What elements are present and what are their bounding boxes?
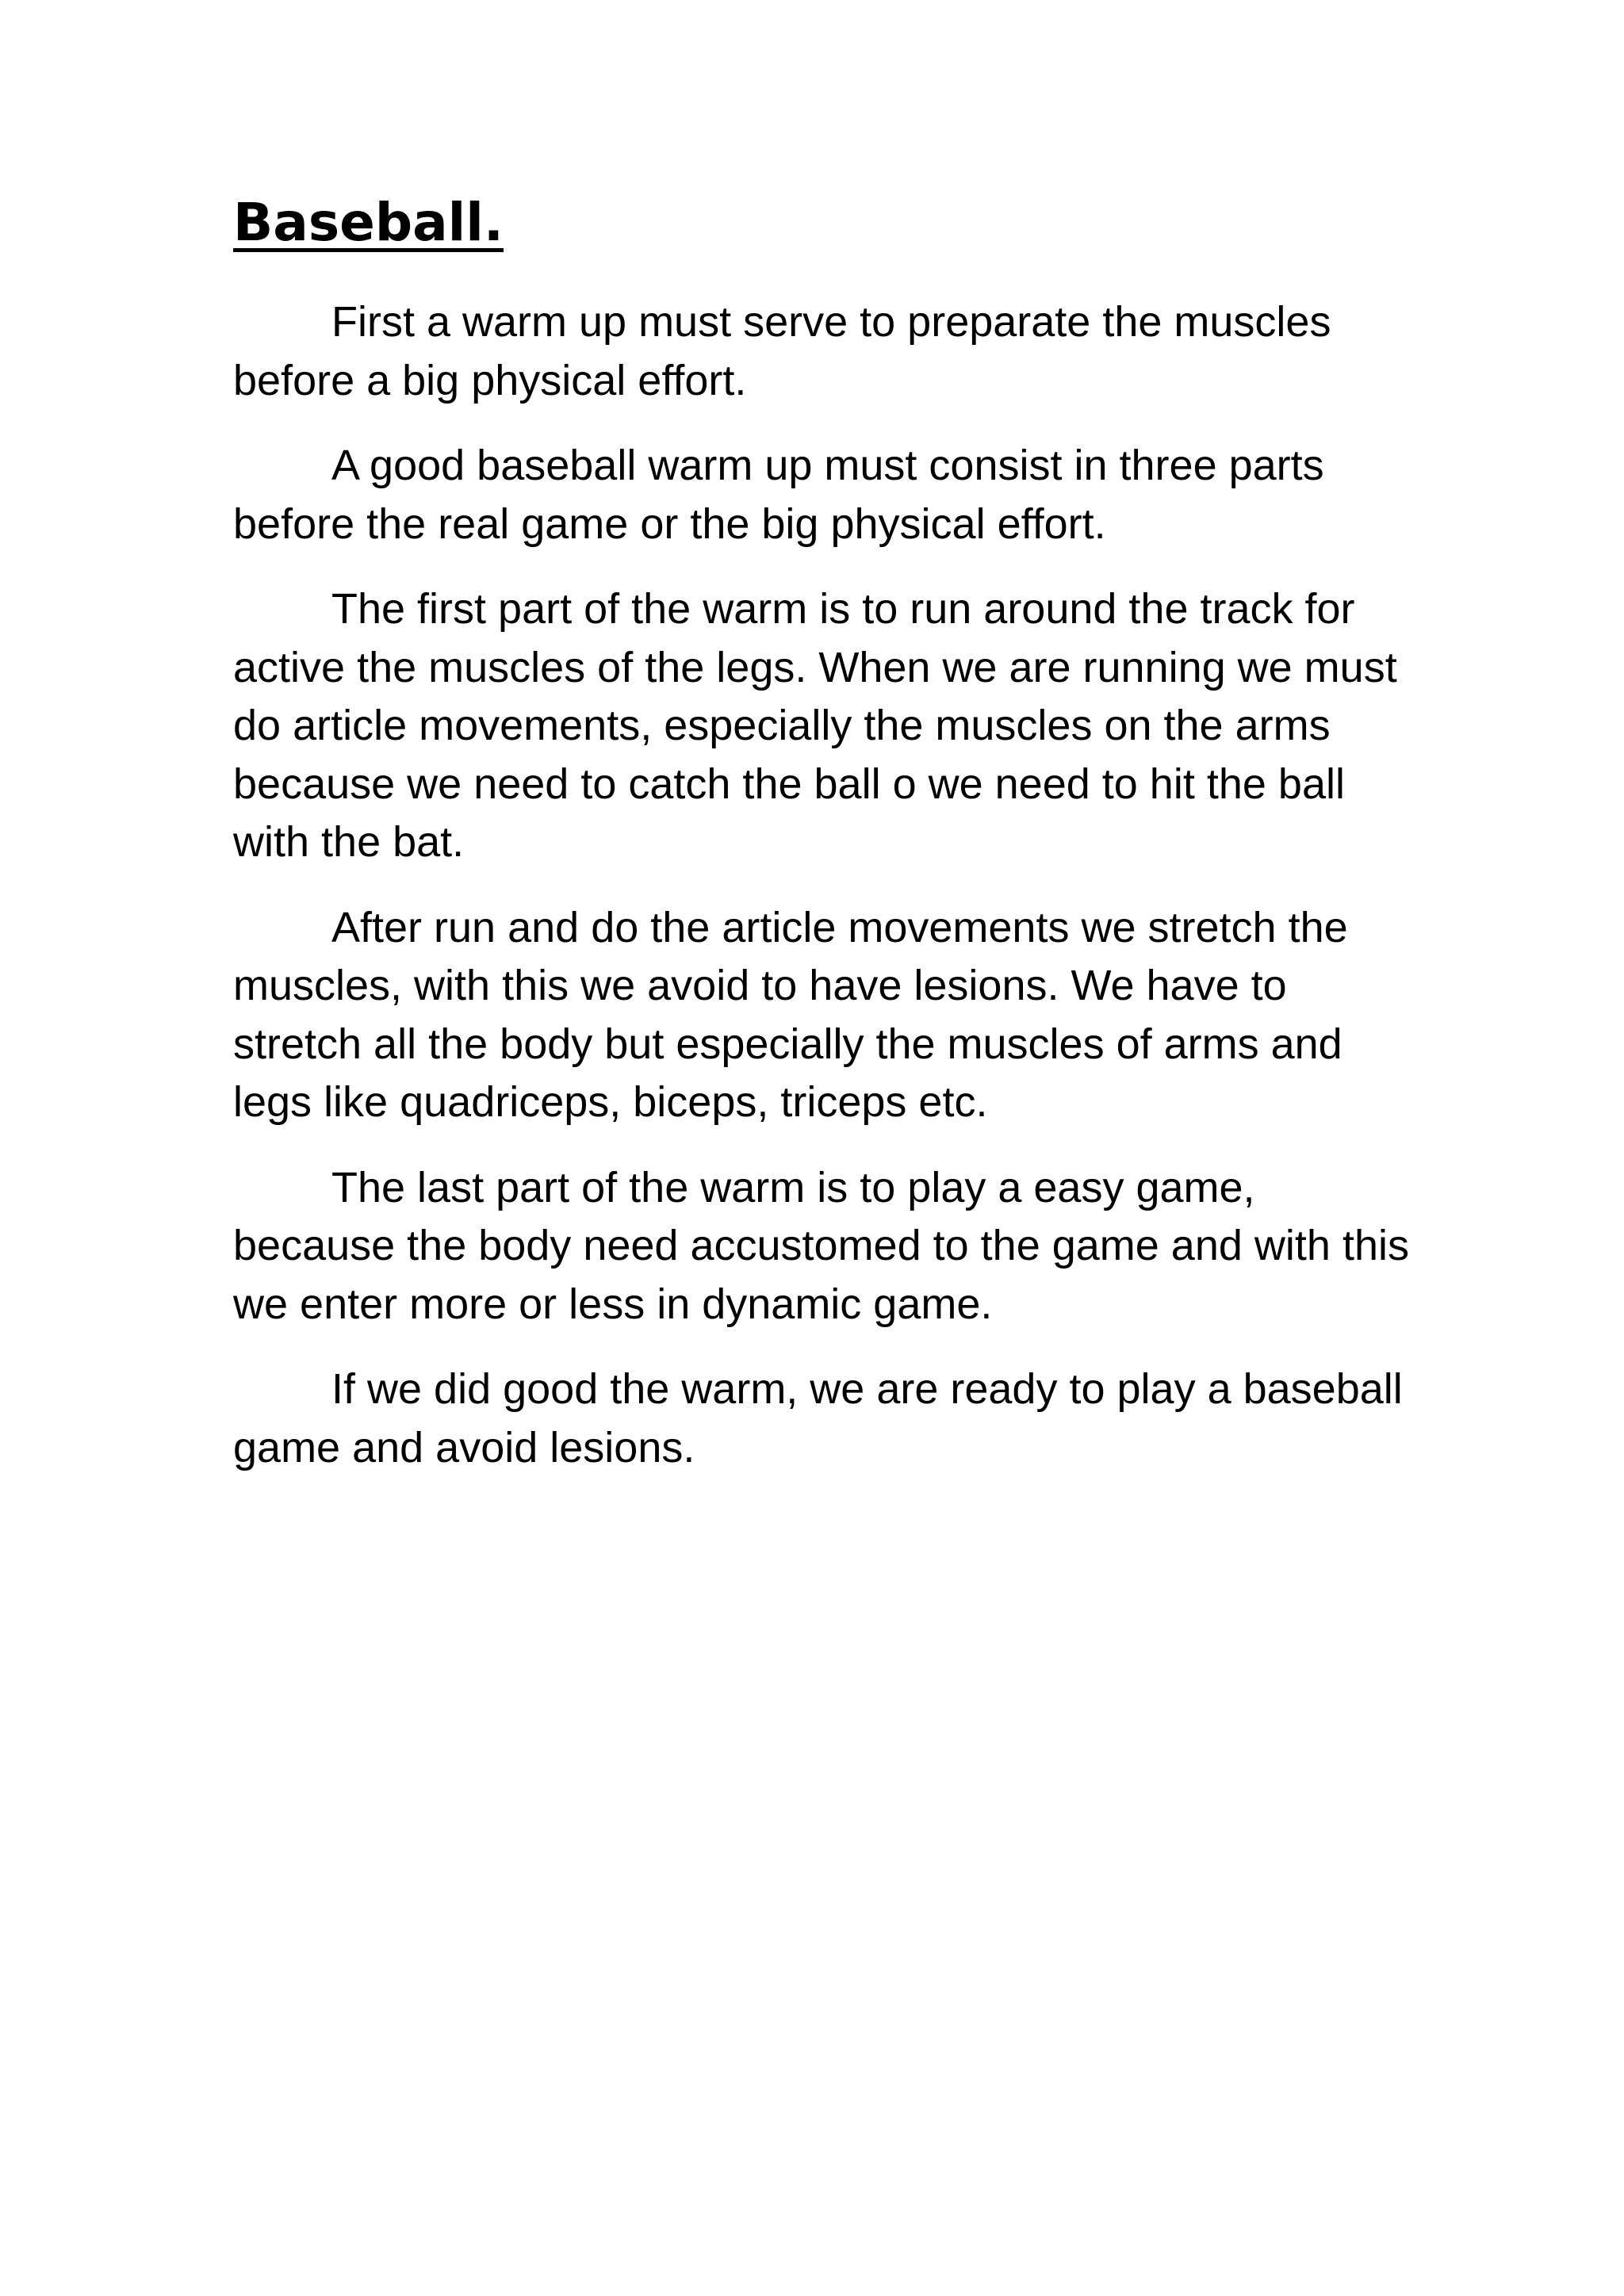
paragraph: After run and do the article movements we stretch the muscles, with this we avoid to have lesions. We have to stretch all the body but especially the muscles of arms and legs like quadriceps, biceps, triceps etc.	[233, 903, 1348, 1126]
paragraph: The last part of the warm is to play a easy game, because the body need accustomed to the game and with this we enter more or less in dynamic game.	[233, 1163, 1409, 1328]
document-title: Baseball.	[233, 192, 504, 253]
paragraph: If we did good the warm, we are ready to play a baseball game and avoid lesions.	[233, 1365, 1403, 1471]
document-body	[233, 192, 1423, 1504]
paragraph: A good baseball warm up must consist in three parts before the real game or the big physical effort.	[233, 442, 1324, 548]
paragraph: The first part of the warm is to run around the track for active the muscles of the legs. When we are running we must do article movements, especially the muscles on the arms because we need to catch the ball o we need to hit the ball with the bat.	[233, 585, 1397, 866]
paragraph: First a warm up must serve to preparate the muscles before a big physical effort.	[233, 298, 1331, 404]
